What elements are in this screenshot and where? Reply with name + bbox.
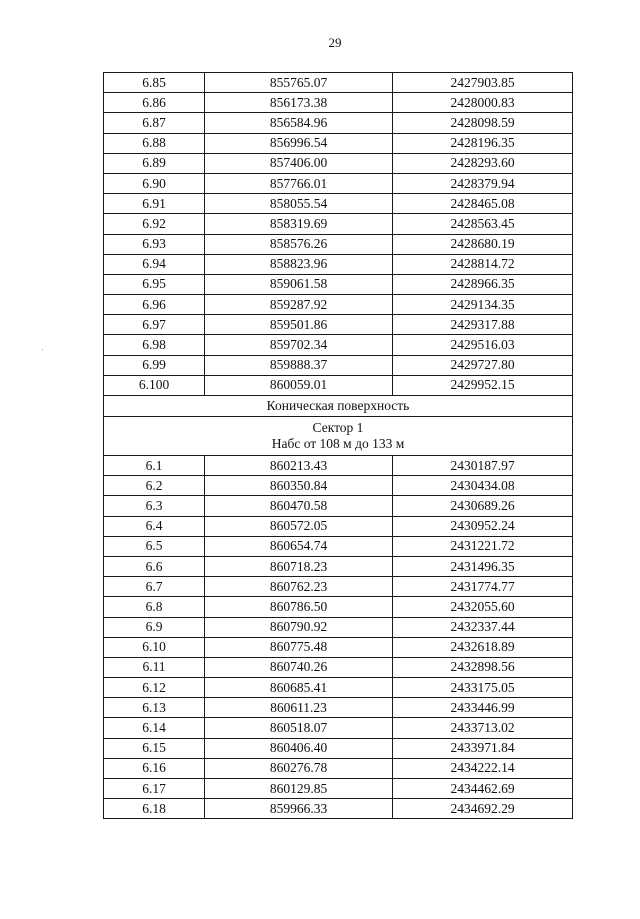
sector-title: Сектор 1 bbox=[312, 420, 364, 435]
point-number: 6.85 bbox=[104, 73, 205, 93]
x-coordinate: 859888.37 bbox=[205, 355, 393, 375]
y-coordinate: 2430952.24 bbox=[393, 516, 573, 536]
table-row bbox=[104, 93, 573, 113]
y-coordinate: 2428293.60 bbox=[393, 153, 573, 173]
y-coordinate: 2428680.19 bbox=[393, 234, 573, 254]
y-coordinate: 2430689.26 bbox=[393, 496, 573, 516]
table-row bbox=[104, 274, 573, 294]
section-header bbox=[104, 396, 573, 456]
y-coordinate: 2434462.69 bbox=[393, 779, 573, 799]
x-coordinate: 855765.07 bbox=[205, 73, 393, 93]
y-coordinate: 2428379.94 bbox=[393, 173, 573, 193]
point-number: 6.91 bbox=[104, 194, 205, 214]
coordinates-table bbox=[103, 72, 573, 819]
table-row bbox=[104, 597, 573, 617]
y-coordinate: 2430434.08 bbox=[393, 476, 573, 496]
x-coordinate: 859966.33 bbox=[205, 799, 393, 819]
y-coordinate: 2434692.29 bbox=[393, 799, 573, 819]
point-number: 6.13 bbox=[104, 698, 205, 718]
y-coordinate: 2428814.72 bbox=[393, 254, 573, 274]
y-coordinate: 2432055.60 bbox=[393, 597, 573, 617]
x-coordinate: 860129.85 bbox=[205, 779, 393, 799]
section-row bbox=[104, 396, 573, 417]
x-coordinate: 860740.26 bbox=[205, 657, 393, 677]
table-row bbox=[104, 476, 573, 496]
table-row bbox=[104, 698, 573, 718]
table-body-top bbox=[104, 73, 573, 396]
table-row bbox=[104, 496, 573, 516]
table-row bbox=[104, 375, 573, 395]
point-number: 6.16 bbox=[104, 758, 205, 778]
point-number: 6.94 bbox=[104, 254, 205, 274]
y-coordinate: 2432337.44 bbox=[393, 617, 573, 637]
x-coordinate: 856584.96 bbox=[205, 113, 393, 133]
y-coordinate: 2432898.56 bbox=[393, 657, 573, 677]
x-coordinate: 859501.86 bbox=[205, 315, 393, 335]
x-coordinate: 858823.96 bbox=[205, 254, 393, 274]
point-number: 6.6 bbox=[104, 556, 205, 576]
x-coordinate: 860654.74 bbox=[205, 536, 393, 556]
table-row bbox=[104, 637, 573, 657]
y-coordinate: 2431221.72 bbox=[393, 536, 573, 556]
y-coordinate: 2429134.35 bbox=[393, 295, 573, 315]
page-number: 29 bbox=[328, 35, 342, 50]
table-row bbox=[104, 556, 573, 576]
point-number: 6.5 bbox=[104, 536, 205, 556]
x-coordinate: 860572.05 bbox=[205, 516, 393, 536]
y-coordinate: 2429516.03 bbox=[393, 335, 573, 355]
table-row bbox=[104, 173, 573, 193]
point-number: 6.14 bbox=[104, 718, 205, 738]
sector-subtitle: Набс от 108 м до 133 м bbox=[271, 436, 405, 451]
point-number: 6.100 bbox=[104, 375, 205, 395]
y-coordinate: 2429317.88 bbox=[393, 315, 573, 335]
point-number: 6.90 bbox=[104, 173, 205, 193]
point-number: 6.98 bbox=[104, 335, 205, 355]
point-number: 6.4 bbox=[104, 516, 205, 536]
point-number: 6.89 bbox=[104, 153, 205, 173]
y-coordinate: 2434222.14 bbox=[393, 758, 573, 778]
x-coordinate: 860775.48 bbox=[205, 637, 393, 657]
table-row bbox=[104, 617, 573, 637]
table-row bbox=[104, 194, 573, 214]
x-coordinate: 860059.01 bbox=[205, 375, 393, 395]
point-number: 6.99 bbox=[104, 355, 205, 375]
table-row bbox=[104, 234, 573, 254]
x-coordinate: 860350.84 bbox=[205, 476, 393, 496]
x-coordinate: 856996.54 bbox=[205, 133, 393, 153]
x-coordinate: 857766.01 bbox=[205, 173, 393, 193]
point-number: 6.17 bbox=[104, 779, 205, 799]
table-row bbox=[104, 678, 573, 698]
table-row bbox=[104, 456, 573, 476]
table-row bbox=[104, 779, 573, 799]
section-title: Коническая поверхность bbox=[104, 396, 573, 417]
table-row bbox=[104, 738, 573, 758]
table-row bbox=[104, 355, 573, 375]
table-row bbox=[104, 799, 573, 819]
point-number: 6.88 bbox=[104, 133, 205, 153]
x-coordinate: 860276.78 bbox=[205, 758, 393, 778]
x-coordinate: 859061.58 bbox=[205, 274, 393, 294]
x-coordinate: 856173.38 bbox=[205, 93, 393, 113]
y-coordinate: 2431774.77 bbox=[393, 577, 573, 597]
point-number: 6.86 bbox=[104, 93, 205, 113]
x-coordinate: 857406.00 bbox=[205, 153, 393, 173]
point-number: 6.97 bbox=[104, 315, 205, 335]
table-row bbox=[104, 315, 573, 335]
point-number: 6.3 bbox=[104, 496, 205, 516]
table-row bbox=[104, 113, 573, 133]
y-coordinate: 2428000.83 bbox=[393, 93, 573, 113]
table-row bbox=[104, 516, 573, 536]
point-number: 6.96 bbox=[104, 295, 205, 315]
x-coordinate: 859287.92 bbox=[205, 295, 393, 315]
sector-cell bbox=[104, 417, 573, 456]
x-coordinate: 858319.69 bbox=[205, 214, 393, 234]
point-number: 6.12 bbox=[104, 678, 205, 698]
point-number: 6.10 bbox=[104, 637, 205, 657]
point-number: 6.1 bbox=[104, 456, 205, 476]
table-row bbox=[104, 577, 573, 597]
point-number: 6.7 bbox=[104, 577, 205, 597]
x-coordinate: 858055.54 bbox=[205, 194, 393, 214]
y-coordinate: 2433713.02 bbox=[393, 718, 573, 738]
table-row bbox=[104, 718, 573, 738]
x-coordinate: 860406.40 bbox=[205, 738, 393, 758]
point-number: 6.11 bbox=[104, 657, 205, 677]
y-coordinate: 2432618.89 bbox=[393, 637, 573, 657]
point-number: 6.15 bbox=[104, 738, 205, 758]
table-body-bottom bbox=[104, 456, 573, 819]
x-coordinate: 860786.50 bbox=[205, 597, 393, 617]
point-number: 6.2 bbox=[104, 476, 205, 496]
y-coordinate: 2428098.59 bbox=[393, 113, 573, 133]
y-coordinate: 2433971.84 bbox=[393, 738, 573, 758]
table-row bbox=[104, 335, 573, 355]
table-row bbox=[104, 657, 573, 677]
point-number: 6.8 bbox=[104, 597, 205, 617]
sector-row bbox=[104, 417, 573, 456]
y-coordinate: 2427903.85 bbox=[393, 73, 573, 93]
y-coordinate: 2429952.15 bbox=[393, 375, 573, 395]
y-coordinate: 2429727.80 bbox=[393, 355, 573, 375]
y-coordinate: 2428966.35 bbox=[393, 274, 573, 294]
x-coordinate: 860470.58 bbox=[205, 496, 393, 516]
x-coordinate: 860762.23 bbox=[205, 577, 393, 597]
point-number: 6.18 bbox=[104, 799, 205, 819]
point-number: 6.87 bbox=[104, 113, 205, 133]
table-row bbox=[104, 295, 573, 315]
point-number: 6.92 bbox=[104, 214, 205, 234]
x-coordinate: 858576.26 bbox=[205, 234, 393, 254]
table-row bbox=[104, 133, 573, 153]
x-coordinate: 860213.43 bbox=[205, 456, 393, 476]
point-number: 6.93 bbox=[104, 234, 205, 254]
y-coordinate: 2433446.99 bbox=[393, 698, 573, 718]
table-row bbox=[104, 214, 573, 234]
scan-speck bbox=[42, 349, 43, 350]
y-coordinate: 2428196.35 bbox=[393, 133, 573, 153]
table-row bbox=[104, 153, 573, 173]
x-coordinate: 859702.34 bbox=[205, 335, 393, 355]
y-coordinate: 2433175.05 bbox=[393, 678, 573, 698]
point-number: 6.9 bbox=[104, 617, 205, 637]
y-coordinate: 2430187.97 bbox=[393, 456, 573, 476]
x-coordinate: 860790.92 bbox=[205, 617, 393, 637]
point-number: 6.95 bbox=[104, 274, 205, 294]
table-row bbox=[104, 73, 573, 93]
x-coordinate: 860611.23 bbox=[205, 698, 393, 718]
table-row bbox=[104, 254, 573, 274]
y-coordinate: 2428465.08 bbox=[393, 194, 573, 214]
y-coordinate: 2428563.45 bbox=[393, 214, 573, 234]
table-row bbox=[104, 758, 573, 778]
x-coordinate: 860718.23 bbox=[205, 556, 393, 576]
x-coordinate: 860518.07 bbox=[205, 718, 393, 738]
table-row bbox=[104, 536, 573, 556]
x-coordinate: 860685.41 bbox=[205, 678, 393, 698]
y-coordinate: 2431496.35 bbox=[393, 556, 573, 576]
